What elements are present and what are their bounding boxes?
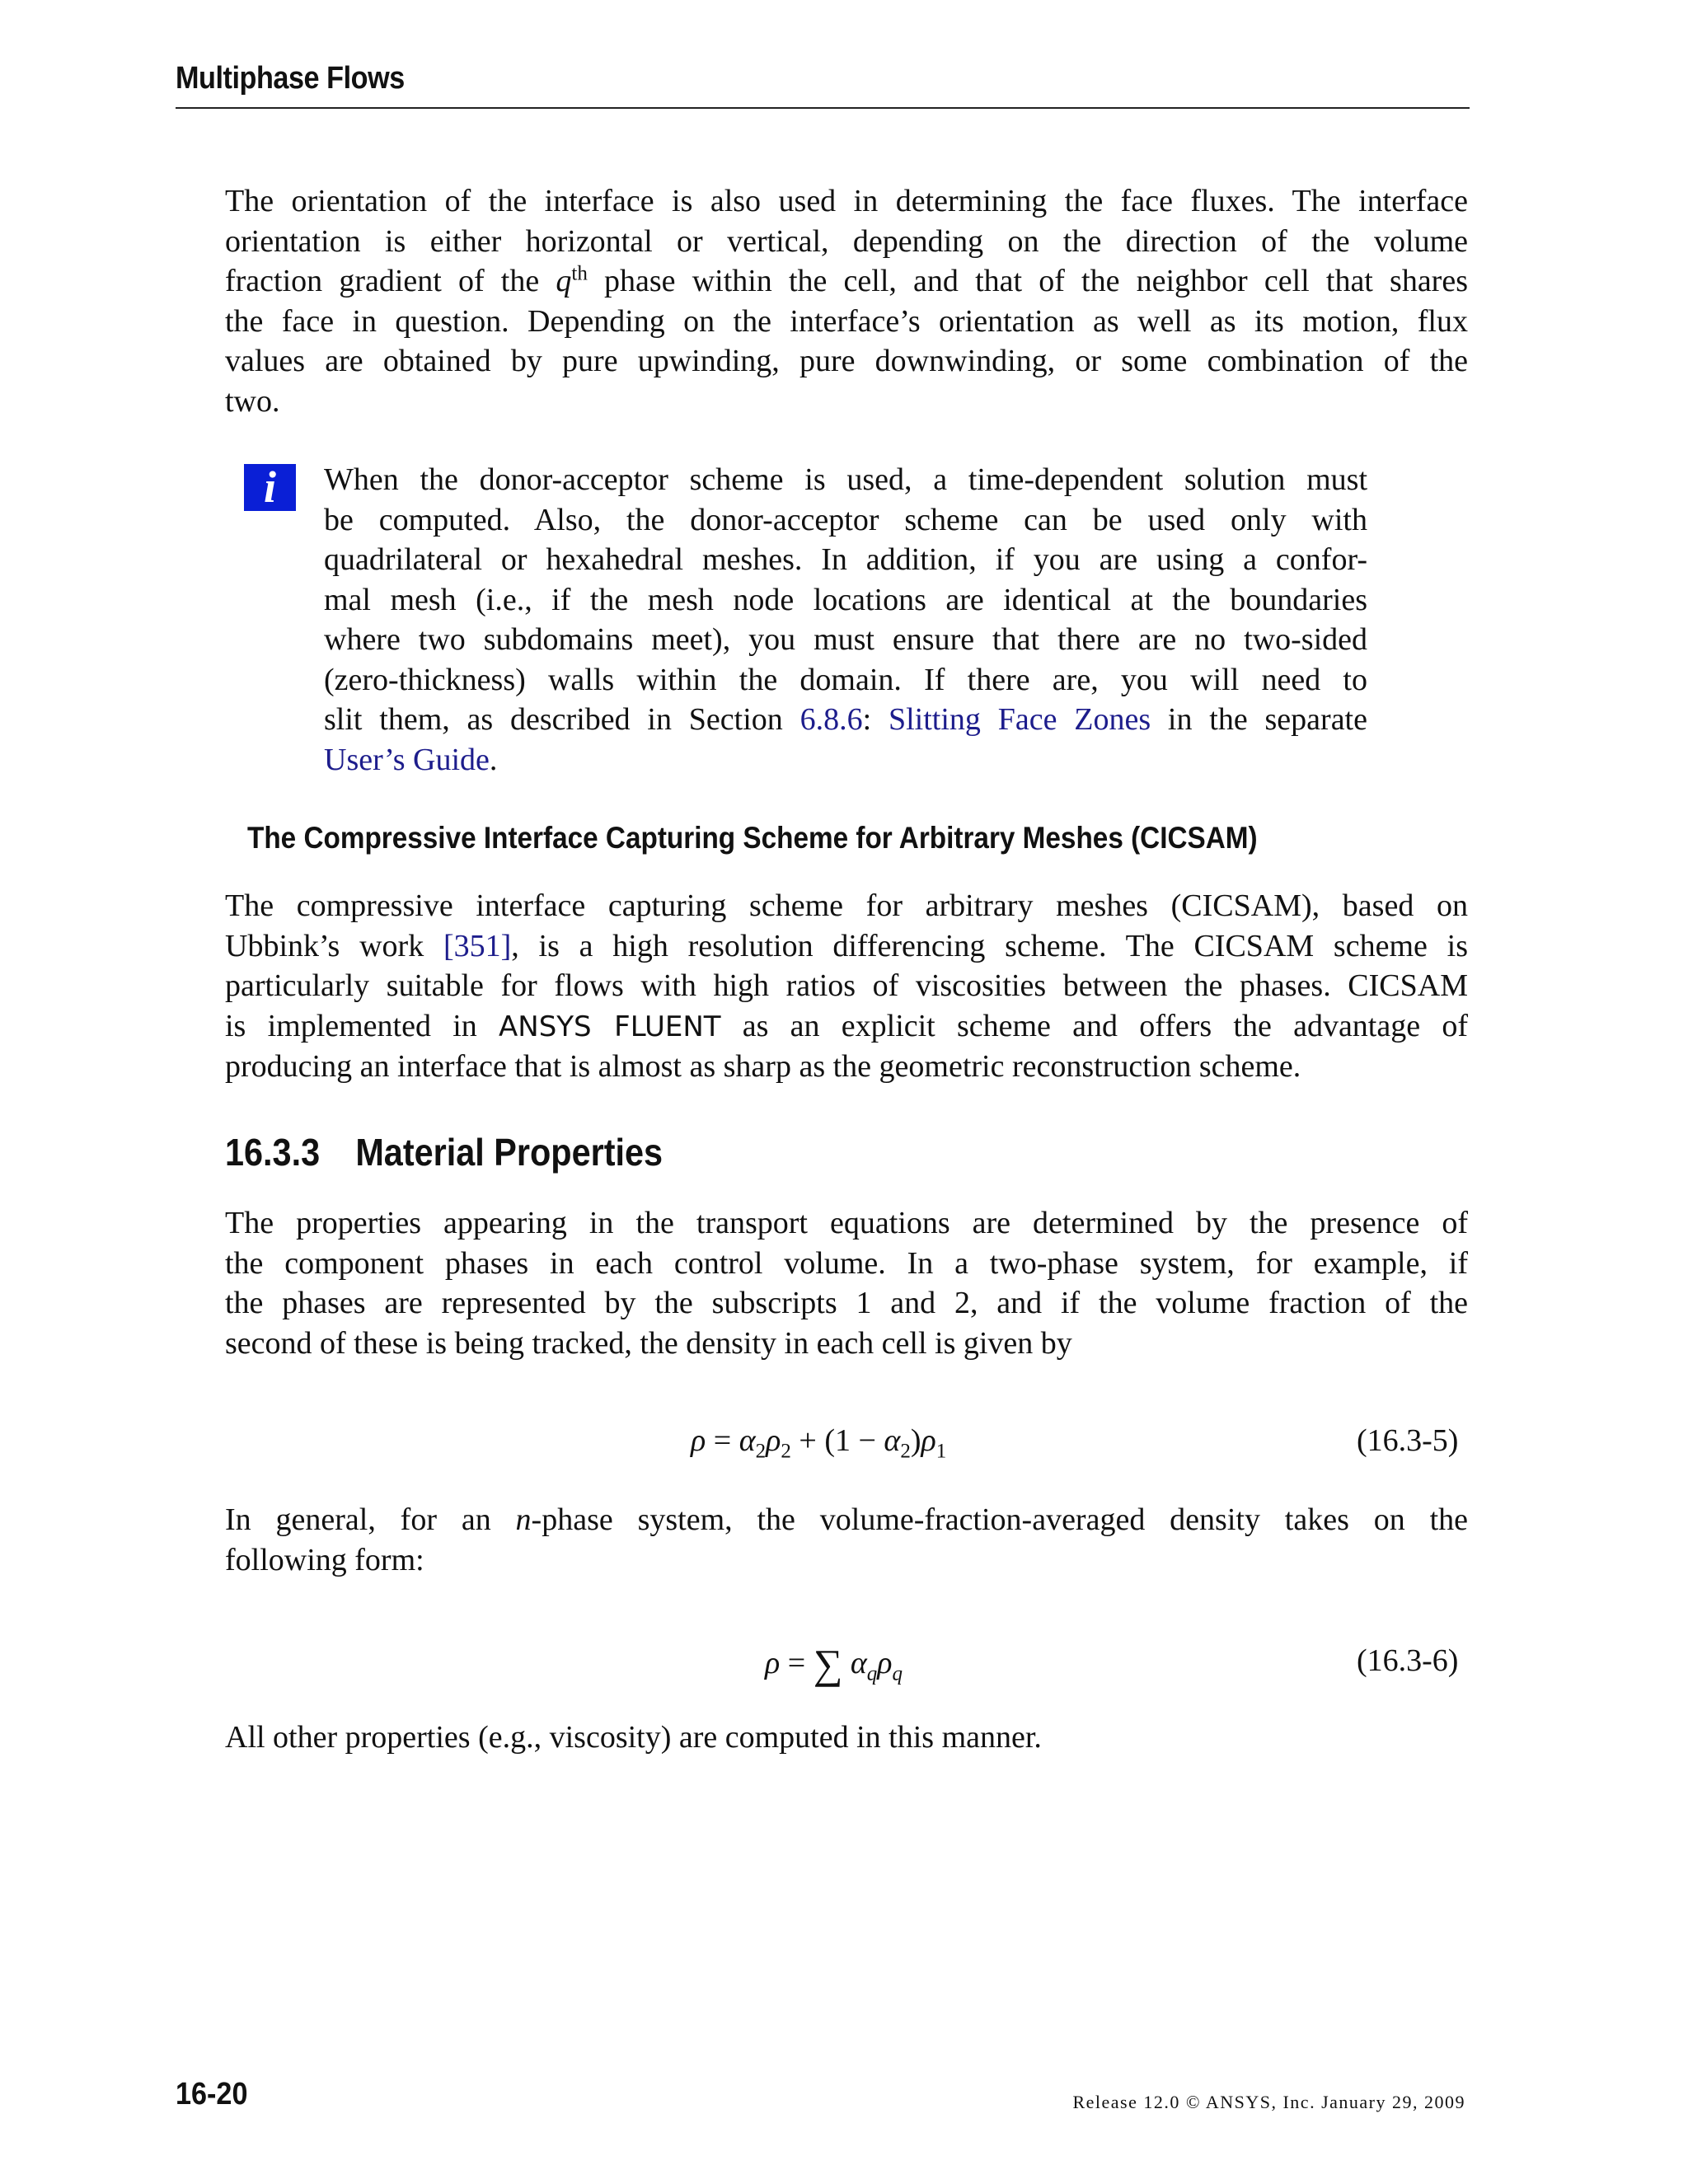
running-header: Multiphase Flows	[176, 61, 405, 96]
text-line: orientation is either horizontal or vertical, depending on the direction of the volume	[225, 223, 1468, 259]
section-heading	[225, 1130, 663, 1174]
text-line: The compressive interface capturing scheme for arbitrary meshes (CICSAM), based on	[225, 888, 1468, 923]
text-line: be computed. Also, the donor-acceptor scheme can be used only with	[324, 502, 1367, 537]
product-name: ANSYS FLUENT	[499, 1010, 721, 1043]
text-line: the component phases in each control volume. In a two-phase system, for example, if	[225, 1245, 1468, 1281]
section-number: 16.3.3	[225, 1131, 321, 1174]
text-line	[324, 700, 1367, 740]
text-line	[225, 261, 1468, 302]
text-line: All other properties (e.g., viscosity) are computed in this manner.	[225, 1720, 1042, 1755]
math-variable: q	[556, 264, 572, 298]
section-link[interactable]: 6.8.6	[799, 702, 863, 737]
section-title: Material Properties	[355, 1131, 663, 1174]
text-line: The orientation of the interface is also used in determining the face fluxes. The interface	[225, 184, 1468, 218]
equation-density-n-phase: ρ = ∑ $\alpha_q\rho_q$	[765, 1641, 903, 1687]
text-line: mal mesh (i.e., if the mesh node locations are identical at the boundaries	[324, 582, 1367, 617]
text-line	[225, 1006, 1468, 1047]
text-line: the face in question. Depending on the interface’s orientation as well as its motion, flux	[225, 303, 1468, 339]
text-run: In general, for an	[225, 1502, 516, 1537]
page-number: 16-20	[176, 2077, 248, 2111]
text-line	[225, 926, 1468, 967]
paragraph-material-properties	[225, 1203, 1468, 1363]
text-line: quadrilateral or hexahedral meshes. In addition, if you are using a confor-	[324, 542, 1367, 577]
text-run: , is a high resolution differencing scheme. The CICSAM scheme is	[511, 928, 1468, 963]
text-run: :	[862, 702, 889, 737]
users-guide-link[interactable]: User’s Guide	[324, 742, 490, 777]
text-run: as an explicit scheme and offers the advantage of	[720, 1008, 1468, 1043]
text-line	[324, 740, 1367, 780]
info-icon: i	[244, 464, 296, 511]
equation-number: (16.3-5)	[1357, 1423, 1459, 1458]
paragraph-other-properties	[225, 1718, 1468, 1758]
text-line: producing an interface that is almost as sharp as the geometric reconstruction scheme.	[225, 1049, 1301, 1084]
citation-link[interactable]: [351]	[443, 928, 512, 963]
text-line: the phases are represented by the subscripts 1 and 2, and if the volume fraction of the	[225, 1286, 1468, 1320]
text-line	[225, 1500, 1468, 1540]
text-line: following form:	[225, 1542, 424, 1577]
text-line: When the donor-acceptor scheme is used, a time-dependent solution must	[324, 462, 1367, 497]
paragraph-n-phase	[225, 1500, 1468, 1580]
info-note	[324, 460, 1367, 780]
text-line: particularly suitable for flows with high ratios of viscosities between the phases. CICSAM	[225, 968, 1468, 1003]
equation-density-two-phase: $\rho = \alpha_2\rho_2 + (1 - \alpha_2)\rho_1$	[691, 1423, 947, 1463]
text-run: -phase system, the volume-fraction-averaged density takes on the	[531, 1502, 1468, 1537]
section-title-link[interactable]: Slitting Face Zones	[888, 702, 1151, 737]
subsection-heading: The Compressive Interface Capturing Scheme for Arbitrary Meshes (CICSAM)	[247, 821, 1258, 855]
superscript: th	[571, 262, 588, 285]
text-run: slit them, as described in Section	[324, 702, 800, 737]
paragraph-cicsam	[225, 886, 1468, 1087]
math-variable: n	[515, 1502, 532, 1537]
text-run: is implemented in	[225, 1008, 499, 1043]
release-footer: Release 12.0 © ANSYS, Inc. January 29, 2009	[1072, 2092, 1465, 2112]
text-run: .	[489, 742, 498, 777]
text-line: The properties appearing in the transport equations are determined by the presence of	[225, 1206, 1468, 1240]
header-rule	[176, 107, 1470, 109]
text-run: fraction gradient of the	[225, 264, 556, 298]
text-line: values are obtained by pure upwinding, pure downwinding, or some combination of the	[225, 344, 1468, 378]
paragraph-interface-orientation	[225, 181, 1468, 421]
text-line: where two subdomains meet), you must ensure that there are no two-sided	[324, 622, 1367, 657]
text-line: two.	[225, 383, 280, 419]
text-run: phase within the cell, and that of the neighbor cell that shares	[587, 264, 1468, 298]
text-run: Ubbink’s work	[225, 928, 443, 963]
text-line: (zero-thickness) walls within the domain. If there are, you will need to	[324, 662, 1367, 697]
text-line: second of these is being tracked, the density in each cell is given by	[225, 1325, 1072, 1361]
equation-number: (16.3-6)	[1357, 1643, 1459, 1678]
text-run: in the separate	[1151, 702, 1367, 737]
